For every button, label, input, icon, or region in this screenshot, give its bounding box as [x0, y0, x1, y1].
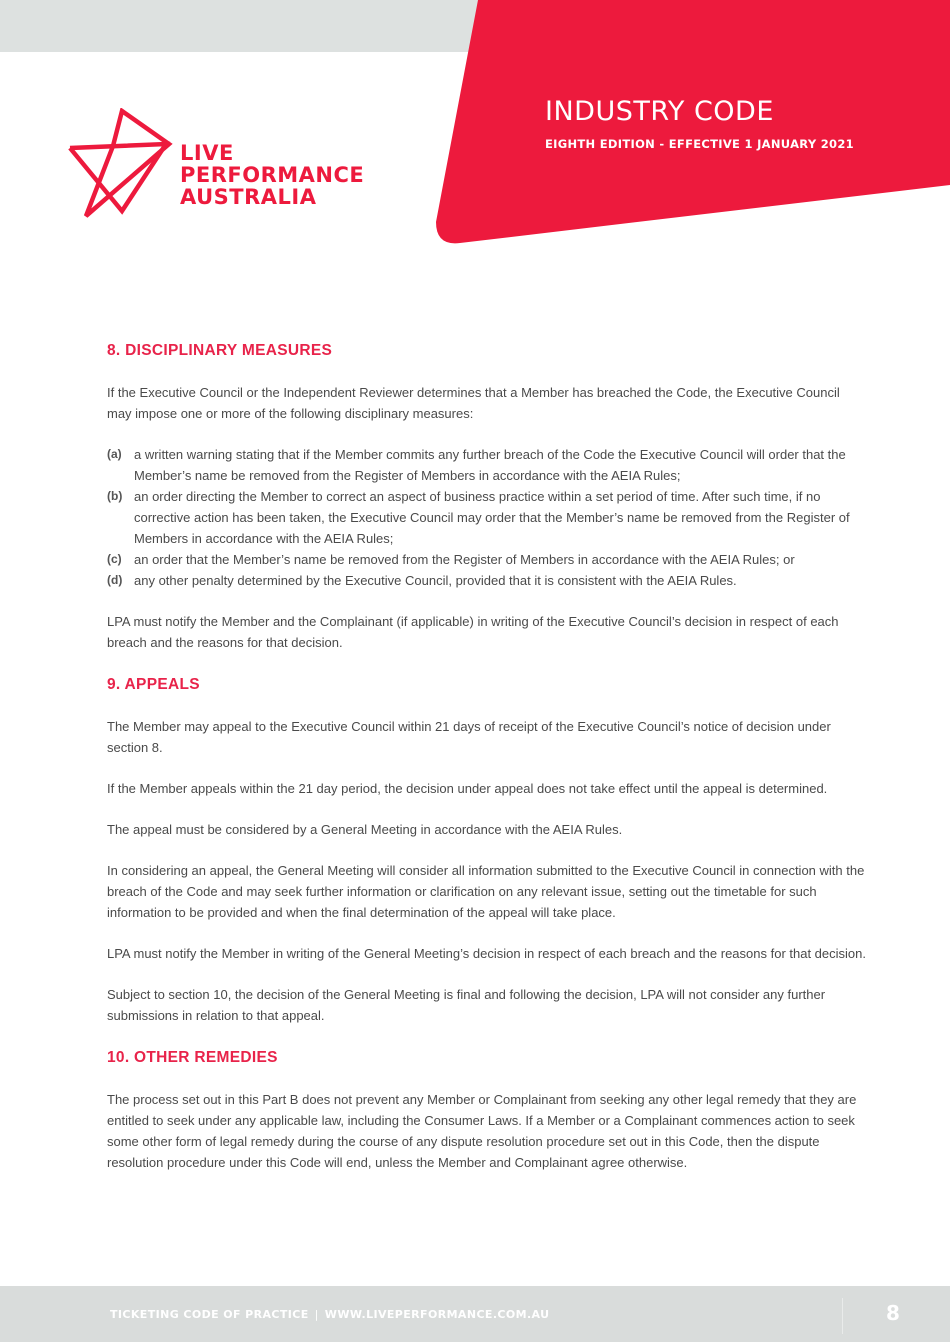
- section-9-heading: 9. APPEALS: [107, 676, 200, 693]
- section-8-heading: 8. DISCIPLINARY MEASURES: [107, 342, 333, 359]
- section-10-paragraph: The process set out in this Part B does not prevent any Member or Complainant from seeking any other legal remedy that they are entitled to seek under any applicable law, including the Consumer Laws. If a Member or a Complainant commences action to seek some other form of legal remedy during the course of any dispute resolution procedure set out in this Code, then the dispute resolution procedure under this Code will end, unless the Member and Complainant agree otherwise.: [107, 1092, 857, 1170]
- logo-wordmark: [180, 142, 364, 208]
- list-item: [107, 570, 867, 591]
- list-item-label: (d): [107, 573, 123, 587]
- section-10-heading: 10. OTHER REMEDIES: [107, 1049, 278, 1066]
- list-item-label: (b): [107, 489, 123, 503]
- section-9-paragraph-3: The appeal must be considered by a General Meeting in accordance with the AEIA Rules.: [107, 822, 623, 837]
- list-item-text: an order directing the Member to correct an aspect of business practice within a set period of time. After such time, if no corrective action has been taken, the Executive Council may order that the Member’s name be removed from the Register of Members in accordance with the AEIA Rules;: [134, 489, 850, 546]
- section-9-paragraph-2: If the Member appeals within the 21 day period, the decision under appeal does not take effect until the appeal is determined.: [107, 781, 828, 796]
- section-8-closing: LPA must notify the Member and the Complainant (if applicable) in writing of the Executive Council’s decision in respect of each breach and the reasons for that decision.: [107, 614, 839, 650]
- list-item: [107, 549, 867, 570]
- footer-website-link[interactable]: WWW.LIVEPERFORMANCE.COM.AU: [324, 1308, 550, 1321]
- footer-divider: [842, 1298, 843, 1334]
- footer-text: [110, 1308, 549, 1321]
- list-item: [107, 486, 867, 549]
- section-9-paragraph-4: In considering an appeal, the General Meeting will consider all information submitted to the Executive Council in connection with the breach of the Code and may seek further information or clarification on any relevant issue, setting out the timetable for such information to be provided and when the final determination of the appeal will take place.: [107, 863, 865, 920]
- page-number: 8: [886, 1301, 900, 1325]
- document-body: [107, 340, 867, 1173]
- footer-separator: |: [314, 1308, 319, 1321]
- section-9-paragraph-5: LPA must notify the Member in writing of the General Meeting’s decision in respect of each breach and the reasons for that decision.: [107, 946, 866, 961]
- list-item-text: a written warning stating that if the Member commits any further breach of the Code the Executive Council will order that the Member’s name be removed from the Register of Members in accordance with the AEIA Rules;: [134, 447, 846, 483]
- disciplinary-measures-list: [107, 444, 867, 591]
- list-item-label: (c): [107, 552, 122, 566]
- footer-publication: TICKETING CODE OF PRACTICE: [110, 1308, 309, 1321]
- list-item-text: any other penalty determined by the Executive Council, provided that it is consistent with the AEIA Rules.: [134, 573, 737, 588]
- logo-line-3: AUSTRALIA: [180, 185, 317, 209]
- list-item: [107, 444, 867, 486]
- section-9-paragraph-1: The Member may appeal to the Executive Council within 21 days of receipt of the Executive Council’s notice of decision under section 8.: [107, 719, 831, 755]
- section-8-intro: If the Executive Council or the Independent Reviewer determines that a Member has breached the Code, the Executive Council may impose one or more of the following disciplinary measures:: [107, 385, 840, 421]
- list-item-text: an order that the Member’s name be removed from the Register of Members in accordance with the AEIA Rules; or: [134, 552, 795, 567]
- section-9-paragraph-6: Subject to section 10, the decision of the General Meeting is final and following the decision, LPA will not consider any further submissions in relation to that appeal.: [107, 987, 826, 1023]
- logo-line-2: PERFORMANCE: [180, 163, 365, 187]
- logo-line-1: LIVE: [180, 141, 234, 165]
- document-title: INDUSTRY CODE: [545, 96, 774, 127]
- document-edition: EIGHTH EDITION - EFFECTIVE 1 JANUARY 2021: [545, 137, 854, 151]
- list-item-label: (a): [107, 447, 122, 461]
